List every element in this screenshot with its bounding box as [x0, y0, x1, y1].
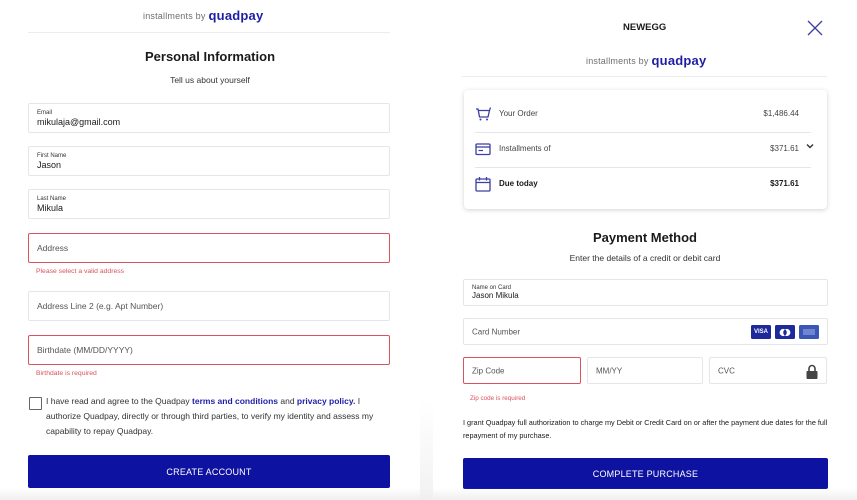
header-divider	[28, 32, 390, 33]
amex-icon	[799, 325, 819, 339]
complete-purchase-button[interactable]	[463, 458, 828, 489]
card-number-field[interactable]	[463, 318, 828, 345]
first-name-field[interactable]	[28, 146, 390, 176]
last-name-label: Last Name	[37, 196, 67, 202]
zip-code-field[interactable]	[463, 357, 581, 384]
cart-icon	[475, 106, 491, 122]
mastercard-icon	[775, 325, 795, 339]
expiry-placeholder: MM/YY	[596, 366, 623, 375]
expiry-field[interactable]	[587, 357, 703, 384]
terms-text-middle: and	[278, 396, 297, 406]
installments-value: $371.61	[770, 144, 799, 153]
order-label: Your Order	[499, 109, 538, 118]
quadpay-brand-right	[586, 53, 706, 68]
name-on-card-field[interactable]	[463, 279, 828, 306]
privacy-link[interactable]: privacy policy.	[296, 396, 356, 406]
page-subtitle: Tell us about yourself	[170, 75, 250, 85]
chevron-down-icon[interactable]	[805, 141, 815, 151]
birthdate-error: Birthdate is required	[36, 370, 97, 377]
personal-info-panel	[0, 0, 420, 500]
payment-subtitle: Enter the details of a credit or debit card	[569, 253, 721, 263]
terms-text-after: I authorize Quadpay, directly or through third parties, to verify my identity and assess my capability to repay Quadpay.	[46, 396, 374, 436]
order-value: $1,486.44	[763, 109, 799, 118]
lock-icon	[806, 364, 818, 379]
order-summary-card	[464, 90, 827, 209]
visa-icon: VISA	[751, 325, 771, 339]
address-line2-field[interactable]	[28, 291, 390, 321]
checkout-panel	[433, 0, 857, 500]
quadpay-brand	[143, 8, 263, 23]
card-icon	[475, 141, 491, 157]
zip-code-placeholder: Zip Code	[472, 366, 505, 375]
last-name-field[interactable]	[28, 189, 390, 219]
address-error: Please select a valid address	[36, 268, 125, 275]
name-on-card-label: Name on Card	[472, 285, 512, 291]
page-title: Personal Information	[144, 49, 276, 64]
header-divider-right	[462, 76, 827, 77]
calendar-icon	[475, 176, 491, 192]
address-field[interactable]	[28, 233, 390, 263]
quadpay-logo-right: quadpay	[651, 53, 707, 68]
first-name-label: First Name	[37, 153, 67, 159]
address-line2-placeholder: Address Line 2 (e.g. Apt Number)	[37, 301, 164, 311]
close-button[interactable]	[807, 20, 823, 36]
complete-purchase-label: COMPLETE PURCHASE	[592, 468, 699, 479]
close-icon	[807, 20, 823, 36]
summary-row-due-today	[464, 167, 827, 201]
card-brand-logos	[751, 325, 819, 339]
email-value: mikulaja@gmail.com	[37, 117, 121, 127]
birthdate-placeholder: Birthdate (MM/DD/YYYY)	[37, 345, 133, 355]
installments-label: Installments of	[499, 144, 551, 153]
summary-row-order	[464, 97, 827, 131]
authorization-text: I grant Quadpay full authorization to charge my Debit or Credit Card on or after the payment due dates for the full repayment of my purchase.	[463, 418, 828, 440]
payment-title: Payment Method	[592, 230, 697, 245]
address-placeholder: Address	[37, 243, 69, 253]
email-field[interactable]	[28, 103, 390, 133]
terms-checkbox[interactable]	[29, 397, 42, 410]
panel-gap	[420, 0, 433, 500]
birthdate-field[interactable]	[28, 335, 390, 365]
cvc-placeholder: CVC	[718, 366, 735, 375]
name-on-card-value: Jason Mikula	[472, 291, 519, 300]
brand-prefix: installments by	[143, 11, 206, 21]
email-label: Email	[37, 110, 53, 116]
last-name-value: Mikula	[37, 203, 64, 213]
summary-row-installments[interactable]	[464, 132, 827, 166]
terms-link[interactable]: terms and conditions	[192, 396, 278, 406]
card-number-placeholder: Card Number	[472, 327, 521, 336]
first-name-value: Jason	[37, 160, 62, 170]
create-account-button[interactable]	[28, 455, 390, 488]
terms-text-before: I have read and agree to the Quadpay	[46, 396, 193, 406]
brand-prefix-right: installments by	[586, 56, 649, 66]
terms-text	[46, 394, 386, 439]
due-today-value: $371.61	[770, 179, 799, 188]
quadpay-logo: quadpay	[208, 8, 264, 23]
due-today-label: Due today	[499, 179, 538, 188]
cvc-field[interactable]	[709, 357, 827, 384]
merchant-name: NEWEGG	[623, 22, 667, 33]
create-account-label: CREATE ACCOUNT	[166, 466, 252, 477]
zip-code-error: Zip code is required	[470, 395, 526, 402]
